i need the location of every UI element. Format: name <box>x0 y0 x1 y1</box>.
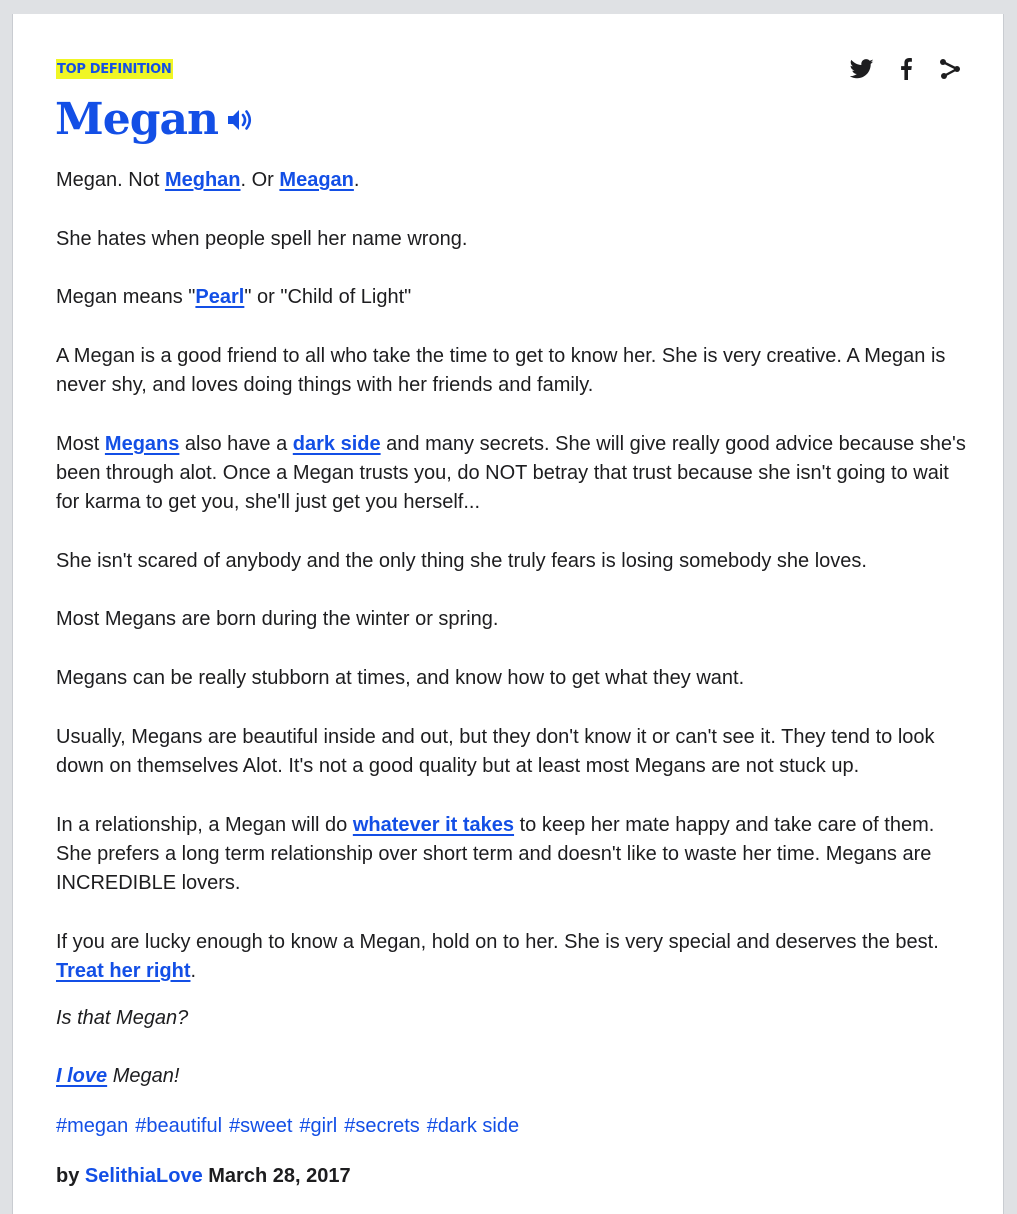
speaker-icon[interactable] <box>226 105 256 135</box>
meaning-paragraph: She isn't scared of anybody and the only thing she truly fears is losing somebody she loves. <box>56 549 867 572</box>
meaning-paragraph: Megan. Not Meghan. Or Meagan. <box>56 169 360 191</box>
tag-link[interactable]: #secrets <box>344 1115 420 1137</box>
example-line: I love Megan! <box>56 1065 180 1087</box>
tag-link[interactable]: #sweet <box>229 1115 293 1137</box>
post-date: March 28, 2017 <box>202 1165 351 1187</box>
meaning-paragraph: Usually, Megans are beautiful inside and out, but they don't know it or can't see it. They tend to look down on themselves Alot. It's not a good quality but at least most Megans are not stuck up. <box>56 725 935 777</box>
meaning-paragraph: Most Megans also have a dark side and many secrets. She will give really good advice because she's been through alot. Once a Megan trusts you, do NOT betray that trust because she isn't going to wait for karma to get you, she'll just get you herself... <box>56 432 966 514</box>
tag-link[interactable]: #girl <box>299 1115 338 1137</box>
tag-link[interactable]: #beautiful <box>135 1115 223 1137</box>
meaning-paragraph: Megan means "Pearl" or "Child of Light" <box>56 286 412 309</box>
example-line: Is that Megan? <box>56 1007 189 1029</box>
link-dark-side[interactable]: dark side <box>292 432 381 455</box>
meaning-paragraph: If you are lucky enough to know a Megan, hold on to her. She is very special and deserves the best. Treat her right. <box>56 930 939 983</box>
contributor-line: by SelithiaLove March 28, 2017 <box>56 1165 351 1187</box>
meaning-paragraph: Most Megans are born during the winter or spring. <box>56 608 499 631</box>
definition-meaning <box>56 166 971 1016</box>
link-megans[interactable]: Megans <box>104 432 180 455</box>
meaning-paragraph: She hates when people spell her name wrong. <box>56 227 468 250</box>
author-link[interactable]: SelithiaLove <box>84 1165 203 1187</box>
tag-link[interactable]: #megan <box>56 1115 129 1137</box>
word-header <box>55 90 256 150</box>
top-definition-badge: TOP DEFINITION <box>56 59 173 79</box>
meaning-paragraph: A Megan is a good friend to all who take the time to get to know her. She is very creative. A Megan is never shy, and loves doing things with her friends and family. <box>56 344 946 397</box>
tag-link[interactable]: #dark side <box>426 1115 520 1137</box>
link-treat-her-right[interactable]: Treat her right <box>56 960 191 983</box>
link-pearl[interactable]: Pearl <box>195 286 245 309</box>
meaning-paragraph: In a relationship, a Megan will do whatever it takes to keep her mate happy and take care of them. She prefers a long term relationship over short term and doesn't like to waste her time. Megans are INCREDIBLE lovers. <box>56 813 935 895</box>
definition-card <box>12 14 1004 1214</box>
link-meghan[interactable]: Meghan <box>164 169 241 191</box>
word-title[interactable]: Megan <box>55 94 218 145</box>
link-whatever-it-takes[interactable]: whatever it takes <box>352 813 515 836</box>
share-bar <box>849 56 963 82</box>
twitter-icon[interactable] <box>849 56 875 82</box>
link-i-love[interactable]: I love <box>56 1065 108 1087</box>
link-meagan[interactable]: Meagan <box>279 169 354 191</box>
share-icon[interactable] <box>937 56 963 82</box>
tag-list <box>56 1112 519 1141</box>
facebook-icon[interactable] <box>893 56 919 82</box>
meaning-paragraph: Megans can be really stubborn at times, and know how to get what they want. <box>56 667 745 690</box>
